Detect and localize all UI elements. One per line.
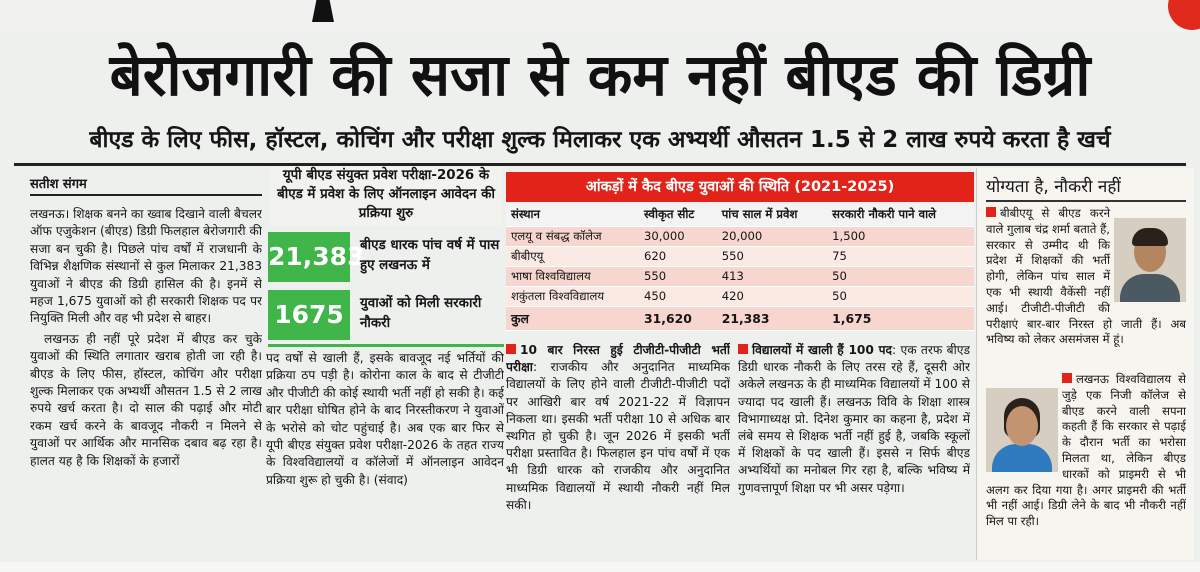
table-cell: एलयू व संबद्ध कॉलेज [506,226,639,246]
green-rule [268,344,504,347]
stat-label: बीएड धारक पांच वर्ष में पास हुए लखनऊ में [360,238,500,273]
paragraph: लखनऊ ही नहीं पूरे प्रदेश में बीएड कर चुके युवाओं की स्थिति लगातार खराब होती जा रही है। बीएड के लिए फीस, हॉस्टल, कोचिंग और परीक्षा शुल्क मिलाकर एक अभ्यर्थी औसतन 1.5 से 2 लाख रुपये खर्च करता है। दो साल की पढ़ाई और मोटी रकम खर्च करने के बावजूद नौकरी न मिलने से युवाओं पर आर्थिक और मानसिक दबाव बढ़ रहा है। हालत यह है कि शिक्षकों के हजारों [30,331,262,468]
table-cell: 1,675 [827,306,974,330]
top-strip [0,0,1200,32]
paragraph: लखनऊ विश्वविद्यालय से जुड़े एक निजी कॉलेज से बीएड करने वाली सपना कहती हैं कि सरकार से पढ़ाई के दौरान भर्ती का भरोसा मिलता था, लेकिन बीएड धारकों को प्राइमरी से भी अलग कर दिया गया है। अगर प्राइमरी की भर्ती भी नहीं आई। डिग्री लेने के बाद भी नौकरी नहीं मिल पा रही। [986,372,1186,529]
subhead-lead: 10 बार निरस्त हुई टीजीटी-पीजीटी भर्ती परीक्षा [506,343,730,375]
red-square-bullet [986,207,996,217]
table-title: आंकड़ों में कैद बीएड युवाओं की स्थिति (2021-2025) [506,172,974,202]
article-column-3 [506,342,730,560]
sidebar-quote-1 [986,206,1186,356]
table-cell: 413 [717,266,827,286]
table-cell: 31,620 [639,306,717,330]
table-header-cell: सरकारी नौकरी पाने वाले [827,204,974,226]
table-cell: 550 [717,246,827,266]
paragraph: : एक तरफ बीएड डिग्री धारक नौकरी के लिए तरस रहे हैं, दूसरी ओर अकेले लखनऊ के ही माध्यमिक विद्यालयों में 100 से ज्यादा पद खाली हैं। लखनऊ विवि के शिक्षा शास्त्र विभागाध्यक्ष प्रो. दिनेश कुमार का कहना है, प्रदेश में लंबे समय से शिक्षक भर्ती नहीं हुई है, जबकि स्कूलों में शिक्षकों के पद खाली हैं। इससे न सिर्फ बीएड अभ्यर्थियों का मनोबल गिर रहा है, बल्कि भविष्य में गुणवत्तापूर्ण शिक्षा पर भी असर पड़ेगा। [738,343,970,495]
sidebar-rule [986,200,1186,202]
stat-number: 21,383 [268,232,350,282]
table-cell: 1,500 [827,226,974,246]
stat-number: 1675 [268,290,350,340]
table-header-cell: पांच साल में प्रवेश [717,204,827,226]
bottom-strip [0,562,1200,572]
table-cell: 75 [827,246,974,266]
sidebar-title: योग्यता है, नौकरी नहीं [986,177,1121,197]
stat-graduates [268,232,504,282]
byline: सतीश संगम [30,177,87,192]
article-column-1 [30,206,262,568]
divider-rule [14,163,1186,166]
headline: बेरोजगारी की सजा से कम नहीं बीएड की डिग्री [109,41,1091,109]
photo-woman [986,388,1058,472]
table-cell: 550 [639,266,717,286]
red-square-bullet [738,344,748,354]
photo-man [1114,218,1186,302]
stat-label: युवाओं को मिली सरकारी नौकरी [360,296,482,331]
table-cell: बीबीएयू [506,246,639,266]
article-column-4 [738,342,970,560]
table-row [506,266,974,286]
table-cell: शकुंतला विश्वविद्यालय [506,286,639,306]
table-cell: 30,000 [639,226,717,246]
article-column-2: पद वर्षों से खाली हैं, इसके बावजूद नई भर्तियों की प्रक्रिया ठप पड़ी है। कोरोना काल के बाद से टीजीटी और पीजीटी की कोई स्थायी भर्ती नहीं हो सकी है। कई बार परीक्षा घोषित होने के बाद निरस्तीकरण ने युवाओं के भरोसे को चोट पहुंचाई है। अब एक बार फिर से यूपी बीएड संयुक्त प्रवेश परीक्षा-2026 के तहत राज्य के विश्वविद्यालयों व कॉलेजों में ऑनलाइन आवेदन प्रक्रिया शुरू हो चुकी है। (संवाद) [266,351,504,487]
table-row [506,226,974,246]
paragraph: : राजकीय और अनुदानित माध्यमिक विद्यालयों के लिए होने वाली टीजीटी-पीजीटी पदों पर आखिरी बार वर्ष 2021-22 में विज्ञापन निकला था। इसकी भर्ती परीक्षा 10 से अधिक बार स्थगित हो चुकी है। जून 2026 में इसकी भर्ती परीक्षा प्रस्तावित है। फिलहाल इन पांच वर्षों में एक भी डिग्री धारक को राजकीय और अनुदानित माध्यमिक विद्यालयों में स्थायी नौकरी नहीं मिल सकी। [506,360,730,512]
portrait-photo [986,388,1058,472]
table-cell: 620 [639,246,717,266]
table-header-cell: स्वीकृत सीट [639,204,717,226]
subhead-lead: विद्यालयों में खाली हैं 100 पद [752,343,893,357]
table-row [506,286,974,306]
table-total-row [506,306,974,330]
table-cell: 50 [827,266,974,286]
paragraph: बीबीएयू से बीएड करने वाले गुलाब चंद्र शर्मा बताते हैं, सरकार से उम्मीद थी कि प्रदेश में शिक्षकों की भर्ती होगी, लेकिन पांच साल में एक भी स्थायी वैकेंसी नहीं आई। टीजीटी-पीजीटी की परीक्षाएं बार-बार निरस्त हो जाती हैं। अब भविष्य को लेकर असमंजस में हूं। [986,206,1186,347]
red-square-bullet [1062,373,1072,383]
subheadline: बीएड के लिए फीस, हॉस्टल, कोचिंग और परीक्षा शुल्क मिलाकर एक अभ्यर्थी औसतन 1.5 से 2 लाख रुपये करता है खर्च [89,127,1111,153]
table-cell: 450 [639,286,717,306]
red-square-bullet [506,344,516,354]
table-row [506,246,974,266]
sidebar-quote-2 [986,372,1186,552]
table-cell: 420 [717,286,827,306]
table-cell: 20,000 [717,226,827,246]
table-header-cell: संस्थान [506,204,639,226]
table-cell: भाषा विश्वविद्यालय [506,266,639,286]
table-cell: कुल [506,306,639,330]
data-table [506,204,974,331]
box-heading: यूपी बीएड संयुक्त प्रवेश परीक्षा-2026 के बीएड में प्रवेश के लिए ऑनलाइन आवेदन की प्रक्रिया शुरु [270,166,502,226]
table-cell: 21,383 [717,306,827,330]
table-header-row [506,204,974,226]
stat-jobs [268,290,504,340]
paragraph: लखनऊ। शिक्षक बनने का ख्वाब दिखाने वाली बैचलर ऑफ एजुकेशन (बीएड) डिग्री फिलहाल बेरोजगारी की सजा बन चुकी है। पिछले पांच वर्षों में राजधानी के विभिन्न शैक्षणिक संस्थानों से कुल मिलाकर 21,383 युवाओं ने बीएड की डिग्री हासिल की है। इनमें से महज 1,675 युवाओं को ही सरकारी शिक्षक पद पर नियुक्ति मिली और वह भी प्रदेश से बाहर। [30,207,262,326]
byline-rule [30,194,262,196]
table-cell: 50 [827,286,974,306]
portrait-photo [1114,218,1186,302]
